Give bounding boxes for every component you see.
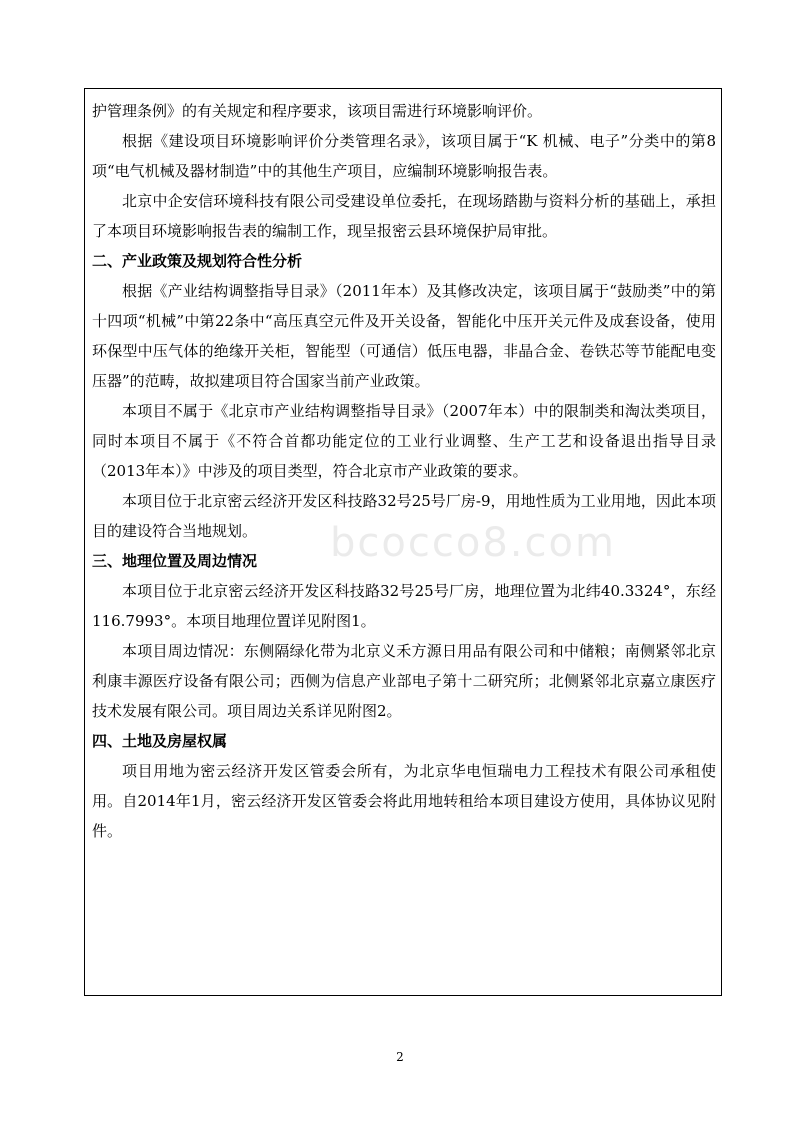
section-heading-2: 二、产业政策及规划符合性分析 (92, 252, 303, 270)
paragraph: 根据《产业结构调整指导目录》（2011年本）及其修改决定，该项目属于“鼓励类”中的第十四项“机械”中第22条中“高压真空元件及开关设备，智能化中压开关元件及成套设备，使用环保型中压气体的绝缘开关柜，智能型（可通信）低压电器，非晶合金、卷铁芯等节能配电变压器”的范畴，故拟建项目符合国家当前产业政策。 (92, 282, 716, 390)
paragraph: 北京中企安信环境科技有限公司受建设单位委托，在现场踏勘与资料分析的基础上，承担了本项目环境影响报告表的编制工作，现呈报密云县环境保护局审批。 (92, 192, 716, 240)
section-heading-4: 四、土地及房屋权属 (92, 732, 228, 750)
paragraph: 根据《建设项目环境影响评价分类管理名录》，该项目属于“K 机械、电子”分类中的第8项“电气机械及器材制造”中的其他生产项目，应编制环境影响报告表。 (92, 132, 716, 180)
paragraph: 本项目位于北京密云经济开发区科技路32号25号厂房，地理位置为北纬40.3324°，东经116.7993°。本项目地理位置详见附图1。 (92, 582, 716, 630)
watermark: bcocco8.com (330, 520, 616, 566)
document-body (92, 96, 716, 846)
page-number: 2 (396, 1050, 404, 1064)
paragraph: 本项目周边情况：东侧隔绿化带为北京义禾方源日用品有限公司和中储粮；南侧紧邻北京利康丰源医疗设备有限公司；西侧为信息产业部电子第十二研究所；北侧紧邻北京嘉立康医疗技术发展有限公司。项目周边关系详见附图2。 (92, 642, 716, 720)
paragraph: 本项目位于北京密云经济开发区科技路32号25号厂房-9，用地性质为工业用地，因此本项目的建设符合当地规划。 (92, 492, 716, 540)
paragraph: 项目用地为密云经济开发区管委会所有，为北京华电恒瑞电力工程技术有限公司承租使用。自2014年1月，密云经济开发区管委会将此用地转租给本项目建设方使用，具体协议见附件。 (92, 762, 716, 840)
paragraph: 护管理条例》的有关规定和程序要求，该项目需进行环境影响评价。 (92, 102, 543, 120)
section-heading-3: 三、地理位置及周边情况 (92, 552, 258, 570)
paragraph: 本项目不属于《北京市产业结构调整指导目录》（2007年本）中的限制类和淘汰类项目，同时本项目不属于《不符合首都功能定位的工业行业调整、生产工艺和设备退出指导目录（2013年本）》中涉及的项目类型，符合北京市产业政策的要求。 (92, 402, 716, 480)
